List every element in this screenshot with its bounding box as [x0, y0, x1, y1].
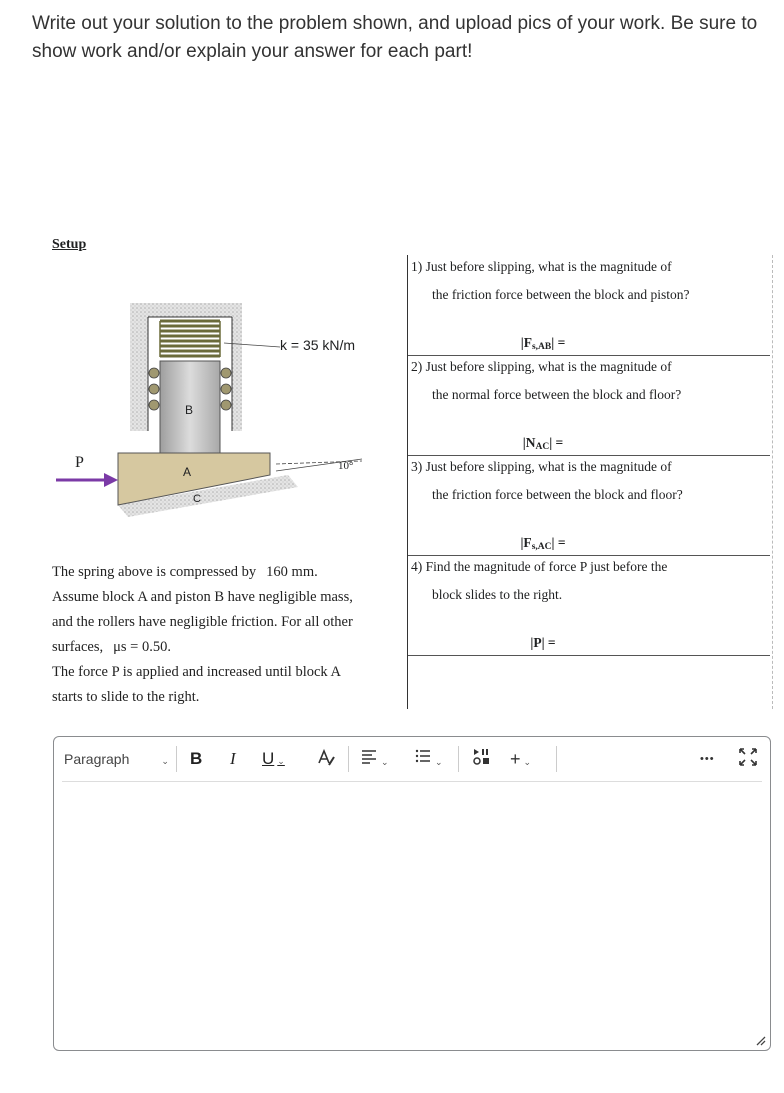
paragraph-format-select[interactable]: Paragraph ⌄ — [64, 751, 169, 767]
toolbar-separator — [458, 746, 459, 772]
problem-line-4: surfaces, μs = 0.50. — [52, 639, 171, 655]
more-options-button[interactable]: ••• — [700, 753, 715, 765]
chevron-down-icon: ⌄ — [435, 757, 443, 767]
editor-toolbar — [54, 737, 770, 781]
problem-line-2: Assume block A and piston B have negligible mass, — [52, 589, 353, 605]
question-2 — [408, 355, 770, 456]
chevron-down-icon: ⌄ — [381, 757, 389, 767]
underline-button[interactable]: U ⌄ — [262, 749, 285, 768]
friction-coefficient: μs = 0.50. — [113, 639, 171, 655]
text-color-button[interactable] — [316, 747, 336, 771]
label-a: A — [183, 465, 192, 479]
bulleted-list-icon — [414, 747, 432, 765]
problem-line-5: The force P is applied and increased until block A — [52, 664, 341, 680]
question-1 — [408, 255, 770, 356]
list-button[interactable] — [414, 747, 443, 771]
question-2-line-2: the normal force between the block and floor? — [432, 387, 682, 402]
question-4 — [408, 555, 770, 656]
toolbar-separator — [176, 746, 177, 772]
question-1-line-1: 1) Just before slipping, what is the magnitude of — [411, 259, 672, 274]
align-left-icon — [360, 747, 378, 765]
compression-value: 160 mm. — [266, 564, 318, 580]
questions-panel — [407, 255, 773, 709]
answer-2-label: $|N_{AC}|$ = — [522, 435, 564, 452]
toolbar-divider — [62, 781, 762, 782]
label-b: B — [185, 403, 194, 417]
fullscreen-button[interactable] — [738, 747, 758, 771]
question-2-line-1: 2) Just before slipping, what is the magnitude of — [411, 359, 672, 374]
question-3-line-2: the friction force between the block and floor? — [432, 487, 683, 502]
label-c: C — [193, 493, 201, 505]
resize-handle-icon[interactable] — [754, 1034, 766, 1046]
question-1-line-2: the friction force between the block and piston? — [432, 287, 690, 302]
setup-heading: Setup — [52, 237, 87, 252]
question-3-line-1: 3) Just before slipping, what is the magnitude of — [411, 459, 672, 474]
answer-editor — [53, 736, 771, 1051]
answer-1-label: $|F_{s,AB}|$ = — [520, 335, 566, 352]
question-3 — [408, 455, 770, 556]
force-p-arrow — [104, 473, 118, 487]
chevron-down-icon: ⌄ — [523, 757, 532, 767]
answer-4-label: |P| = — [530, 635, 556, 650]
angle-label: 10° — [338, 460, 354, 472]
toolbar-separator — [556, 746, 557, 772]
problem-statement — [52, 560, 402, 710]
bold-button[interactable]: B — [190, 749, 203, 768]
toolbar-separator — [348, 746, 349, 772]
question-4-line-1: 4) Find the magnitude of force P just before the — [411, 559, 668, 574]
insert-media-button[interactable] — [472, 747, 492, 771]
fullscreen-icon — [738, 747, 758, 767]
instructions-text: Write out your solution to the problem shown, and upload pics of your work. Be sure to show work and/or explain your answer for each part! — [32, 13, 758, 62]
answer-3-label: $|F_{s,AC}|$ = — [520, 535, 566, 552]
chevron-down-icon: ⌄ — [277, 756, 285, 766]
problem-line-3: and the rollers have negligible friction. For all other — [52, 614, 353, 630]
insert-more-button[interactable]: + ⌄ — [510, 749, 532, 769]
italic-button[interactable]: I — [230, 749, 236, 768]
problem-diagram — [48, 295, 388, 540]
text-color-icon — [316, 747, 336, 767]
editor-content-area[interactable] — [62, 787, 762, 1026]
label-p: P — [75, 454, 84, 471]
spring-constant-label: k = 35 kN/m — [280, 337, 356, 353]
problem-line-6: starts to slide to the right. — [52, 689, 200, 705]
media-icon — [472, 747, 492, 767]
problem-line-1: The spring above is compressed by 160 mm. — [52, 564, 318, 580]
question-4-line-2: block slides to the right. — [432, 587, 563, 602]
align-button[interactable] — [360, 747, 389, 771]
